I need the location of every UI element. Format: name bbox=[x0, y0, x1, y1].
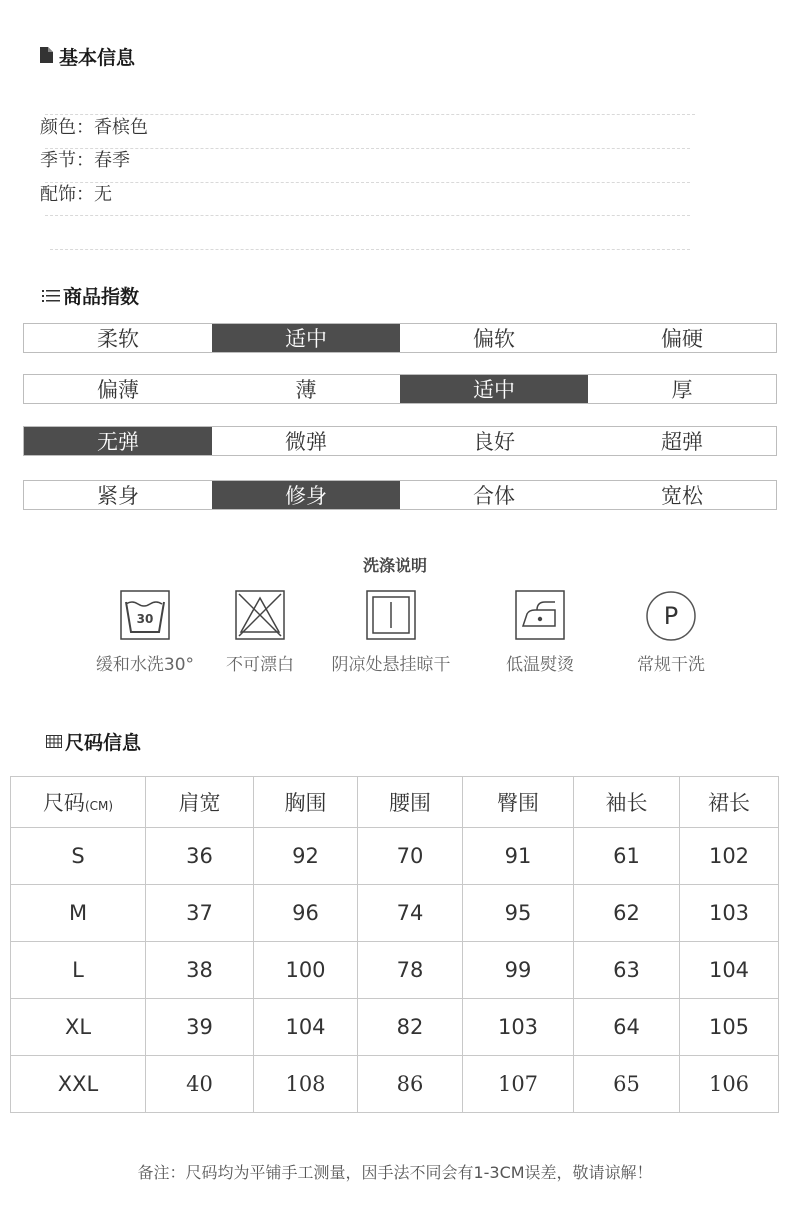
table-row bbox=[11, 942, 779, 999]
table-header-row bbox=[11, 777, 779, 828]
column-header: 胸围 bbox=[254, 777, 358, 828]
index-cell: 偏软 bbox=[473, 327, 515, 351]
wash-label: 阴凉处悬挂晾干 bbox=[331, 655, 451, 675]
table-cell: 64 bbox=[574, 999, 680, 1056]
table-cell: 100 bbox=[254, 942, 358, 999]
table-cell: 37 bbox=[146, 885, 254, 942]
table-cell: 99 bbox=[463, 942, 574, 999]
column-header: 肩宽 bbox=[146, 777, 254, 828]
table-cell: 65 bbox=[574, 1056, 680, 1113]
table-cell: 95 bbox=[463, 885, 574, 942]
column-header: 裙长 bbox=[680, 777, 779, 828]
table-row bbox=[11, 828, 779, 885]
table-cell: 38 bbox=[146, 942, 254, 999]
table-cell: 107 bbox=[463, 1056, 574, 1113]
index-cell: 薄 bbox=[295, 378, 317, 402]
wash-label: 低温熨烫 bbox=[506, 655, 574, 675]
fit-bar bbox=[23, 480, 777, 510]
wash-30-icon bbox=[120, 590, 170, 640]
divider bbox=[50, 249, 690, 250]
basic-info-title: 基本信息 bbox=[59, 47, 136, 69]
unit-label: (CM) bbox=[84, 799, 114, 813]
index-cell-selected: 适中 bbox=[400, 375, 588, 403]
table-cell: 74 bbox=[358, 885, 463, 942]
divider bbox=[45, 215, 690, 216]
table-cell: 108 bbox=[254, 1056, 358, 1113]
table-cell: 62 bbox=[574, 885, 680, 942]
index-cell-selected: 无弹 bbox=[24, 427, 212, 455]
wash-label: 不可漂白 bbox=[226, 655, 294, 675]
index-cell: 宽松 bbox=[661, 484, 703, 508]
low-iron-icon bbox=[515, 590, 565, 640]
table-cell: 105 bbox=[680, 999, 779, 1056]
size-title: 尺码信息 bbox=[65, 732, 142, 754]
footnote: 备注：尺码均为平铺手工测量，因手法不同会有1-3CM误差，敬请谅解！ bbox=[137, 1163, 653, 1182]
table-cell: 70 bbox=[358, 828, 463, 885]
table-cell: 61 bbox=[574, 828, 680, 885]
table-cell: 106 bbox=[680, 1056, 779, 1113]
table-cell: XL bbox=[11, 999, 146, 1056]
softness-bar bbox=[23, 323, 777, 353]
list-icon bbox=[42, 285, 60, 307]
hang-dry-shade-icon bbox=[366, 590, 416, 640]
index-cell: 偏薄 bbox=[97, 378, 139, 402]
index-cell: 柔软 bbox=[97, 327, 139, 351]
table-cell: S bbox=[11, 828, 146, 885]
wash-item bbox=[316, 590, 466, 675]
size-header bbox=[46, 728, 141, 755]
accessory-info: 配饰：无 bbox=[40, 184, 112, 205]
divider bbox=[45, 182, 690, 183]
table-cell: L bbox=[11, 942, 146, 999]
column-header: 尺码(CM) bbox=[11, 777, 146, 828]
season-info: 季节：春季 bbox=[40, 150, 130, 171]
table-cell: 39 bbox=[146, 999, 254, 1056]
wash-item bbox=[465, 590, 615, 675]
table-cell: 78 bbox=[358, 942, 463, 999]
index-cell-selected: 适中 bbox=[212, 324, 400, 352]
basic-info-header bbox=[40, 43, 135, 70]
table-cell: 104 bbox=[680, 942, 779, 999]
table-cell: 82 bbox=[358, 999, 463, 1056]
wash-item bbox=[596, 590, 746, 675]
table-cell: M bbox=[11, 885, 146, 942]
table-cell: 36 bbox=[146, 828, 254, 885]
table-row bbox=[11, 999, 779, 1056]
index-cell: 厚 bbox=[671, 378, 693, 402]
column-header: 腰围 bbox=[358, 777, 463, 828]
color-info: 颜色：香槟色 bbox=[40, 117, 148, 138]
table-cell: 92 bbox=[254, 828, 358, 885]
dry-clean-icon bbox=[645, 590, 697, 642]
thickness-bar bbox=[23, 374, 777, 404]
index-cell: 偏硬 bbox=[661, 327, 703, 351]
table-cell: 86 bbox=[358, 1056, 463, 1113]
index-cell: 紧身 bbox=[97, 484, 139, 508]
column-header: 袖长 bbox=[574, 777, 680, 828]
table-cell: XXL bbox=[11, 1056, 146, 1113]
table-row bbox=[11, 885, 779, 942]
table-grid-icon bbox=[46, 731, 62, 753]
svg-text:P: P bbox=[663, 602, 679, 630]
wash-label: 缓和水洗30° bbox=[95, 655, 195, 675]
table-cell: 103 bbox=[680, 885, 779, 942]
wash-title: 洗涤说明 bbox=[362, 556, 427, 575]
wash-item bbox=[185, 590, 335, 675]
index-cell-selected: 修身 bbox=[212, 481, 400, 509]
wash-label: 常规干洗 bbox=[637, 655, 705, 675]
table-row bbox=[11, 1056, 779, 1113]
index-cell: 合体 bbox=[473, 484, 515, 508]
table-cell: 40 bbox=[146, 1056, 254, 1113]
document-icon bbox=[40, 46, 53, 68]
table-cell: 96 bbox=[254, 885, 358, 942]
table-cell: 63 bbox=[574, 942, 680, 999]
index-header bbox=[42, 282, 139, 309]
size-table bbox=[10, 776, 779, 1113]
index-title: 商品指数 bbox=[63, 286, 140, 308]
table-cell: 91 bbox=[463, 828, 574, 885]
column-header: 臀围 bbox=[463, 777, 574, 828]
index-cell: 超弹 bbox=[661, 430, 703, 454]
divider bbox=[45, 148, 690, 149]
no-bleach-icon bbox=[235, 590, 285, 640]
svg-text:30: 30 bbox=[136, 612, 154, 626]
index-cell: 微弹 bbox=[285, 430, 327, 454]
elasticity-bar bbox=[23, 426, 777, 456]
table-cell: 102 bbox=[680, 828, 779, 885]
index-cell: 良好 bbox=[473, 430, 515, 454]
table-cell: 104 bbox=[254, 999, 358, 1056]
table-cell: 103 bbox=[463, 999, 574, 1056]
